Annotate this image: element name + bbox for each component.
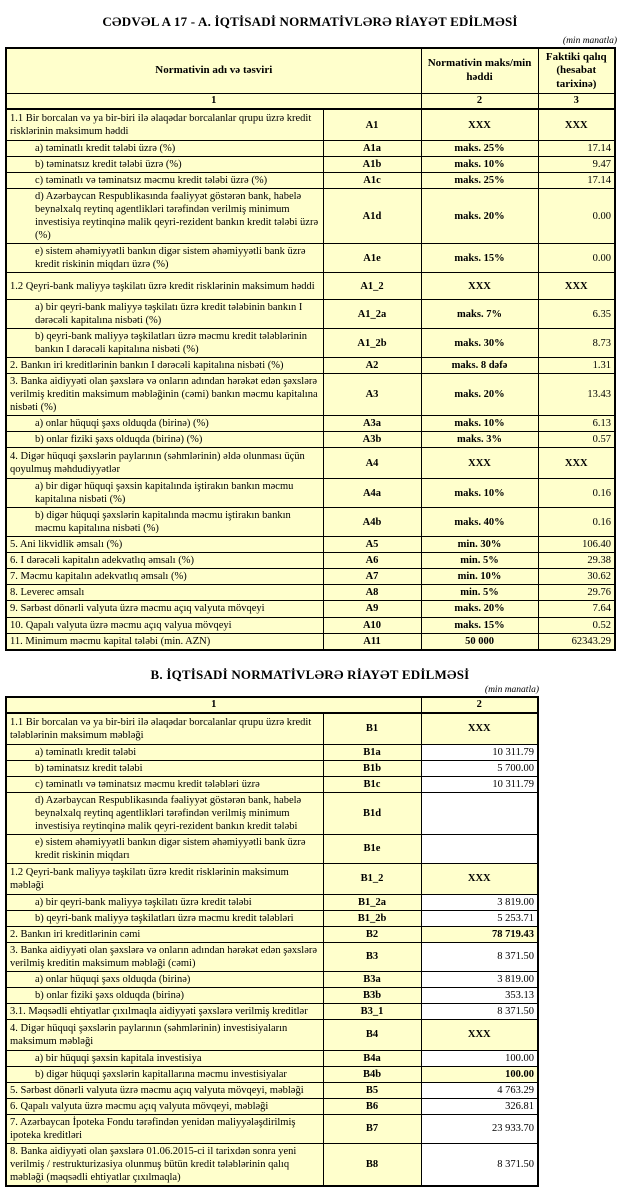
norm-actual-cell: 0.16 bbox=[538, 508, 615, 537]
table-row bbox=[6, 942, 538, 971]
norm-code-cell: B5 bbox=[323, 1082, 421, 1098]
header-norm-limit: Normativin maks/min həddi bbox=[421, 48, 538, 94]
table-row bbox=[6, 1019, 538, 1050]
norm-code-cell: A7 bbox=[323, 569, 421, 585]
norm-name-cell: a) təminatlı kredit tələbi bbox=[6, 744, 323, 760]
table-row bbox=[6, 760, 538, 776]
table-row bbox=[6, 792, 538, 834]
table-row bbox=[6, 776, 538, 792]
norm-actual-cell: 30.62 bbox=[538, 569, 615, 585]
table-row bbox=[6, 553, 615, 569]
norm-actual-cell: 0.00 bbox=[538, 189, 615, 244]
norm-value-cell: 10 311.79 bbox=[421, 776, 538, 792]
norm-code-cell: B1_2b bbox=[323, 910, 421, 926]
norm-code-cell: B1d bbox=[323, 792, 421, 834]
norm-limit-cell: min. 5% bbox=[421, 553, 538, 569]
norm-name-cell: 6. I dərəcəli kapitalın adekvatlıq əmsalı (%) bbox=[6, 553, 323, 569]
norm-code-cell: A6 bbox=[323, 553, 421, 569]
table-row bbox=[6, 863, 538, 894]
norm-code-cell: A1c bbox=[323, 173, 421, 189]
norm-name-cell: b) onlar fiziki şəxs olduqda (birinə) bbox=[6, 987, 323, 1003]
table-row bbox=[6, 109, 615, 141]
norm-value-cell: 353.13 bbox=[421, 987, 538, 1003]
table-row bbox=[6, 273, 615, 300]
norm-name-cell: b) onlar fiziki şəxs olduqda (birinə) (%) bbox=[6, 432, 323, 448]
norm-actual-cell: 0.00 bbox=[538, 244, 615, 273]
col-number-1: 1 bbox=[6, 94, 421, 110]
norm-limit-cell: maks. 7% bbox=[421, 300, 538, 329]
norm-value-cell: 100.00 bbox=[421, 1066, 538, 1082]
norm-limit-cell: min. 10% bbox=[421, 569, 538, 585]
norm-value-cell: 326.81 bbox=[421, 1098, 538, 1114]
norm-limit-cell: maks. 3% bbox=[421, 432, 538, 448]
table-row bbox=[6, 910, 538, 926]
table-row bbox=[6, 479, 615, 508]
norm-value-cell: 4 763.29 bbox=[421, 1082, 538, 1098]
norm-code-cell: A4a bbox=[323, 479, 421, 508]
norm-name-cell: 8. Leverec əmsalı bbox=[6, 585, 323, 601]
norm-limit-cell: maks. 10% bbox=[421, 416, 538, 432]
norm-name-cell: 3.1. Məqsədli ehtiyatlar çıxılmaqla aidiyyəti şəxslərə verilmiş kreditlər bbox=[6, 1003, 323, 1019]
norm-code-cell: A1 bbox=[323, 109, 421, 141]
norm-name-cell: c) təminatlı və təminatsız məcmu kredit tələbləri üzrə bbox=[6, 776, 323, 792]
norm-code-cell: A9 bbox=[323, 601, 421, 617]
norm-name-cell: 7. Azərbaycan İpoteka Fondu tərəfindən yenidən maliyyələşdirilmiş ipoteka kreditləri bbox=[6, 1114, 323, 1143]
norm-limit-cell: maks. 25% bbox=[421, 173, 538, 189]
norm-actual-cell: 29.38 bbox=[538, 553, 615, 569]
section-b-table bbox=[5, 696, 539, 1187]
norm-name-cell: 5. Ani likvidlik əmsalı (%) bbox=[6, 537, 323, 553]
norm-name-cell: 4. Digər hüquqi şəxslərin paylarının (səhmlərinin) investisiyaların maksimum məbləği bbox=[6, 1019, 323, 1050]
norm-value-cell: 78 719.43 bbox=[421, 926, 538, 942]
norm-actual-cell: XXX bbox=[538, 109, 615, 141]
norm-code-cell: A4 bbox=[323, 448, 421, 479]
norm-actual-cell: 13.43 bbox=[538, 374, 615, 416]
norm-code-cell: B3b bbox=[323, 987, 421, 1003]
norm-code-cell: B3a bbox=[323, 971, 421, 987]
norm-actual-cell: 17.14 bbox=[538, 141, 615, 157]
norm-code-cell: B1_2a bbox=[323, 894, 421, 910]
norm-limit-cell: XXX bbox=[421, 273, 538, 300]
section-a-unit-note: (min manatla) bbox=[562, 36, 617, 46]
norm-actual-cell: 106.40 bbox=[538, 537, 615, 553]
norm-value-cell: XXX bbox=[421, 863, 538, 894]
norm-name-cell: 7. Məcmu kapitalın adekvatlıq əmsalı (%) bbox=[6, 569, 323, 585]
norm-code-cell: B1b bbox=[323, 760, 421, 776]
section-a-table bbox=[5, 47, 616, 651]
norm-code-cell: B4b bbox=[323, 1066, 421, 1082]
norm-code-cell: A1a bbox=[323, 141, 421, 157]
table-row bbox=[6, 157, 615, 173]
norm-limit-cell: 50 000 bbox=[421, 633, 538, 650]
norm-limit-cell: maks. 8 dəfə bbox=[421, 358, 538, 374]
norm-name-cell: a) bir qeyri-bank maliyyə təşkilatı üzrə kredit tələbinin bankın I dərəcəli kapitalına nisbəti (%) bbox=[6, 300, 323, 329]
table-row bbox=[6, 416, 615, 432]
norm-name-cell: b) digər hüquqi şəxslərin kapitallarına məcmu investisiyalar bbox=[6, 1066, 323, 1082]
norm-limit-cell: maks. 25% bbox=[421, 141, 538, 157]
norm-name-cell: b) digər hüquqi şəxslərin kapitalında məcmu iştirakın bankın məcmu kapitalına nisbəti (%) bbox=[6, 508, 323, 537]
norm-code-cell: B2 bbox=[323, 926, 421, 942]
norm-limit-cell: maks. 40% bbox=[421, 508, 538, 537]
norm-code-cell: A3 bbox=[323, 374, 421, 416]
norm-actual-cell: 6.35 bbox=[538, 300, 615, 329]
norm-name-cell: b) qeyri-bank maliyyə təşkilatları üzrə məcmu kredit tələbləri bbox=[6, 910, 323, 926]
norm-code-cell: B1 bbox=[323, 713, 421, 745]
norm-limit-cell: maks. 10% bbox=[421, 479, 538, 508]
norm-name-cell: b) təminatsız kredit tələbi üzrə (%) bbox=[6, 157, 323, 173]
norm-value-cell: 3 819.00 bbox=[421, 894, 538, 910]
norm-name-cell: 9. Sərbəst dönərli valyuta üzrə məcmu açıq valyuta mövqeyi bbox=[6, 601, 323, 617]
norm-name-cell: 10. Qapalı valyuta üzrə məcmu açıq valyua mövqeyi bbox=[6, 617, 323, 633]
column-number-row bbox=[6, 94, 615, 110]
norm-code-cell: A1_2b bbox=[323, 329, 421, 358]
table-row bbox=[6, 358, 615, 374]
norm-actual-cell: 0.57 bbox=[538, 432, 615, 448]
table-row bbox=[6, 926, 538, 942]
table-row bbox=[6, 537, 615, 553]
norm-name-cell: c) təminatlı və təminatsız məcmu kredit tələbi üzrə (%) bbox=[6, 173, 323, 189]
norm-name-cell: 5. Sərbəst dönərli valyuta üzrə məcmu açıq valyuta mövqeyi, məbləği bbox=[6, 1082, 323, 1098]
norm-actual-cell: 0.52 bbox=[538, 617, 615, 633]
norm-name-cell: 8. Banka aidiyyəti olan şəxslərə 01.06.2015-ci il tarixdən sonra yeni verilmiş / restrukturizasiya olunmuş bütün kredit tələblərinin qalıq məbləği (məqsədli ehtiyatlar çıxılmaqla) bbox=[6, 1143, 323, 1186]
header-actual-balance: Faktiki qalıq (hesabat tarixinə) bbox=[538, 48, 615, 94]
norm-code-cell: B3 bbox=[323, 942, 421, 971]
norm-limit-cell: maks. 20% bbox=[421, 374, 538, 416]
norm-name-cell: 1.1 Bir borcalan və ya bir-biri ilə əlaqədar borcalanlar qrupu üzrə kredit tələblərinin maksimum məbləği bbox=[6, 713, 323, 745]
column-number-row bbox=[6, 697, 538, 713]
table-row bbox=[6, 244, 615, 273]
section-b-unit-note: (min manatla) bbox=[484, 684, 539, 695]
table-row bbox=[6, 834, 538, 863]
norm-name-cell: d) Azərbaycan Respublikasında fəaliyyət göstərən bank, habelə beynəlxalq reytinq agentlikləri tərəfindən verilmiş minimum investisiya reytinqinə malik qeyri-rezident bankın kredit tələbi üzrə (%) bbox=[6, 189, 323, 244]
norm-name-cell: 3. Banka aidiyyəti olan şəxslərə və onların adından hərəkət edən şəxslərə verilmiş kreditin maksimum məbləği (cəmi) bbox=[6, 942, 323, 971]
norm-code-cell: B3_1 bbox=[323, 1003, 421, 1019]
norm-name-cell: d) Azərbaycan Respublikasında fəaliyyət göstərən bank, habelə beynəlxalq reytinq agentlikləri tərəfindən verilmiş minimum investisiya reytinqinə malik qeyri-rezident bankın kredit tələbi bbox=[6, 792, 323, 834]
table-row bbox=[6, 432, 615, 448]
norm-name-cell: b) təminatsız kredit tələbi bbox=[6, 760, 323, 776]
norm-name-cell: a) bir digər hüquqi şəxsin kapitalında iştirakın bankın məcmu kapitalına nisbəti (%) bbox=[6, 479, 323, 508]
norm-limit-cell: min. 5% bbox=[421, 585, 538, 601]
norm-value-cell: 23 933.70 bbox=[421, 1114, 538, 1143]
table-row bbox=[6, 300, 615, 329]
norm-code-cell: A1e bbox=[323, 244, 421, 273]
norm-code-cell: A2 bbox=[323, 358, 421, 374]
norm-value-cell bbox=[421, 792, 538, 834]
norm-name-cell: a) təminatlı kredit tələbi üzrə (%) bbox=[6, 141, 323, 157]
table-row bbox=[6, 894, 538, 910]
norm-name-cell: a) bir qeyri-bank maliyyə təşkilatı üzrə kredit tələbi bbox=[6, 894, 323, 910]
table-row bbox=[6, 141, 615, 157]
norm-limit-cell: maks. 20% bbox=[421, 601, 538, 617]
table-row bbox=[6, 508, 615, 537]
norm-code-cell: B4a bbox=[323, 1050, 421, 1066]
table-row bbox=[6, 569, 615, 585]
table-row bbox=[6, 329, 615, 358]
norm-limit-cell: maks. 15% bbox=[421, 244, 538, 273]
norm-limit-cell: maks. 30% bbox=[421, 329, 538, 358]
col-number-3: 3 bbox=[538, 94, 615, 110]
section-a-title: CƏDVƏL A 17 - A. İQTİSADİ NORMATİVLƏRƏ RİAYƏT EDİLMƏSİ bbox=[102, 14, 518, 29]
table-row bbox=[6, 1143, 538, 1186]
norm-value-cell: XXX bbox=[421, 1019, 538, 1050]
table-row bbox=[6, 374, 615, 416]
norm-value-cell: 100.00 bbox=[421, 1050, 538, 1066]
norm-code-cell: A1_2a bbox=[323, 300, 421, 329]
section-b-table-body bbox=[6, 713, 538, 1186]
norm-name-cell: b) qeyri-bank maliyyə təşkilatları üzrə məcmu kredit tələblərinin bankın I dərəcəli kapitalına nisbəti (%) bbox=[6, 329, 323, 358]
table-row bbox=[6, 585, 615, 601]
norm-actual-cell: 8.73 bbox=[538, 329, 615, 358]
col-number-1: 1 bbox=[6, 697, 421, 713]
norm-value-cell bbox=[421, 834, 538, 863]
table-row bbox=[6, 1082, 538, 1098]
norm-name-cell: 1.2 Qeyri-bank maliyyə təşkilatı üzrə kredit risklərinin maksimum həddi bbox=[6, 273, 323, 300]
norm-limit-cell: maks. 20% bbox=[421, 189, 538, 244]
norm-name-cell: e) sistem əhəmiyyətli bankın digər sistem əhəmiyyətli bank üzrə kredit riskinin miqdarı bbox=[6, 834, 323, 863]
table-row bbox=[6, 633, 615, 650]
norm-actual-cell: 29.76 bbox=[538, 585, 615, 601]
table-row bbox=[6, 744, 538, 760]
col-number-2: 2 bbox=[421, 697, 538, 713]
norm-limit-cell: XXX bbox=[421, 109, 538, 141]
norm-name-cell: 4. Digər hüquqi şəxslərin paylarının (səhmlərinin) əldə olunması üçün qoyulmuş məhdudiyyətlər bbox=[6, 448, 323, 479]
norm-name-cell: 2. Bankın iri kreditlərinin cəmi bbox=[6, 926, 323, 942]
norm-name-cell: a) bir hüquqi şəxsin kapitala investisiya bbox=[6, 1050, 323, 1066]
section-b-table-header bbox=[6, 697, 538, 713]
norm-actual-cell: 62343.29 bbox=[538, 633, 615, 650]
norm-code-cell: A3a bbox=[323, 416, 421, 432]
norm-code-cell: A10 bbox=[323, 617, 421, 633]
norm-value-cell: 8 371.50 bbox=[421, 942, 538, 971]
norm-limit-cell: maks. 10% bbox=[421, 157, 538, 173]
norm-name-cell: e) sistem əhəmiyyətli bankın digər sistem əhəmiyyətli bank üzrə kredit riskinin miqdarı üzrə (%) bbox=[6, 244, 323, 273]
norm-value-cell: 5 253.71 bbox=[421, 910, 538, 926]
table-row bbox=[6, 1003, 538, 1019]
table-row bbox=[6, 448, 615, 479]
norm-actual-cell: 7.64 bbox=[538, 601, 615, 617]
norm-code-cell: B1e bbox=[323, 834, 421, 863]
norm-name-cell: a) onlar hüquqi şəxs olduqda (birinə) bbox=[6, 971, 323, 987]
norm-name-cell: 2. Bankın iri kreditlərinin bankın I dərəcəli kapitalına nisbəti (%) bbox=[6, 358, 323, 374]
table-row bbox=[6, 1050, 538, 1066]
norm-name-cell: 6. Qapalı valyuta üzrə məcmu açıq valyuta mövqeyi, məbləği bbox=[6, 1098, 323, 1114]
norm-actual-cell: 17.14 bbox=[538, 173, 615, 189]
norm-limit-cell: maks. 15% bbox=[421, 617, 538, 633]
table-row bbox=[6, 1066, 538, 1082]
table-row bbox=[6, 1098, 538, 1114]
norm-limit-cell: min. 30% bbox=[421, 537, 538, 553]
norm-code-cell: A4b bbox=[323, 508, 421, 537]
norm-actual-cell: 6.13 bbox=[538, 416, 615, 432]
table-row bbox=[6, 617, 615, 633]
table-row bbox=[6, 189, 615, 244]
norm-code-cell: B6 bbox=[323, 1098, 421, 1114]
norm-name-cell: 11. Minimum məcmu kapital tələbi (min. AZN) bbox=[6, 633, 323, 650]
norm-value-cell: XXX bbox=[421, 713, 538, 745]
header-row bbox=[6, 48, 615, 94]
header-norm-name: Normativin adı və təsviri bbox=[6, 48, 421, 94]
norm-limit-cell: XXX bbox=[421, 448, 538, 479]
norm-code-cell: B1c bbox=[323, 776, 421, 792]
norm-value-cell: 8 371.50 bbox=[421, 1143, 538, 1186]
norm-actual-cell: XXX bbox=[538, 273, 615, 300]
norm-value-cell: 10 311.79 bbox=[421, 744, 538, 760]
norm-code-cell: B1a bbox=[323, 744, 421, 760]
norm-code-cell: A1d bbox=[323, 189, 421, 244]
page bbox=[0, 14, 620, 1187]
norm-value-cell: 3 819.00 bbox=[421, 971, 538, 987]
norm-code-cell: B8 bbox=[323, 1143, 421, 1186]
norm-value-cell: 5 700.00 bbox=[421, 760, 538, 776]
table-row bbox=[6, 713, 538, 745]
section-a-table-body bbox=[6, 109, 615, 650]
norm-code-cell: A5 bbox=[323, 537, 421, 553]
norm-name-cell: 1.2 Qeyri-bank maliyyə təşkilatı üzrə kredit risklərinin maksimum məbləği bbox=[6, 863, 323, 894]
table-row bbox=[6, 1114, 538, 1143]
norm-code-cell: A1_2 bbox=[323, 273, 421, 300]
table-row bbox=[6, 971, 538, 987]
norm-value-cell: 8 371.50 bbox=[421, 1003, 538, 1019]
norm-code-cell: A11 bbox=[323, 633, 421, 650]
norm-name-cell: 1.1 Bir borcalan və ya bir-biri ilə əlaqədar borcalanlar qrupu üzrə kredit risklərinin maksimum həddi bbox=[6, 109, 323, 141]
norm-actual-cell: 9.47 bbox=[538, 157, 615, 173]
table-row bbox=[6, 987, 538, 1003]
table-row bbox=[6, 601, 615, 617]
section-b-title: B. İQTİSADİ NORMATİVLƏRƏ RİAYƏT EDİLMƏSİ bbox=[150, 666, 470, 682]
norm-code-cell: B7 bbox=[323, 1114, 421, 1143]
table-row bbox=[6, 173, 615, 189]
norm-actual-cell: XXX bbox=[538, 448, 615, 479]
norm-code-cell: B4 bbox=[323, 1019, 421, 1050]
norm-code-cell: A3b bbox=[323, 432, 421, 448]
norm-actual-cell: 1.31 bbox=[538, 358, 615, 374]
norm-code-cell: B1_2 bbox=[323, 863, 421, 894]
norm-code-cell: A1b bbox=[323, 157, 421, 173]
norm-name-cell: 3. Banka aidiyyəti olan şəxslərə və onların adından hərəkət edən şəxslərə verilmiş kreditin maksimum məbləğinin (cəmi) bankın məcmu kapitalına nisbəti (%) bbox=[6, 374, 323, 416]
norm-code-cell: A8 bbox=[323, 585, 421, 601]
section-a-table-header bbox=[6, 48, 615, 109]
norm-actual-cell: 0.16 bbox=[538, 479, 615, 508]
col-number-2: 2 bbox=[421, 94, 538, 110]
norm-name-cell: a) onlar hüquqi şəxs olduqda (birinə) (%) bbox=[6, 416, 323, 432]
